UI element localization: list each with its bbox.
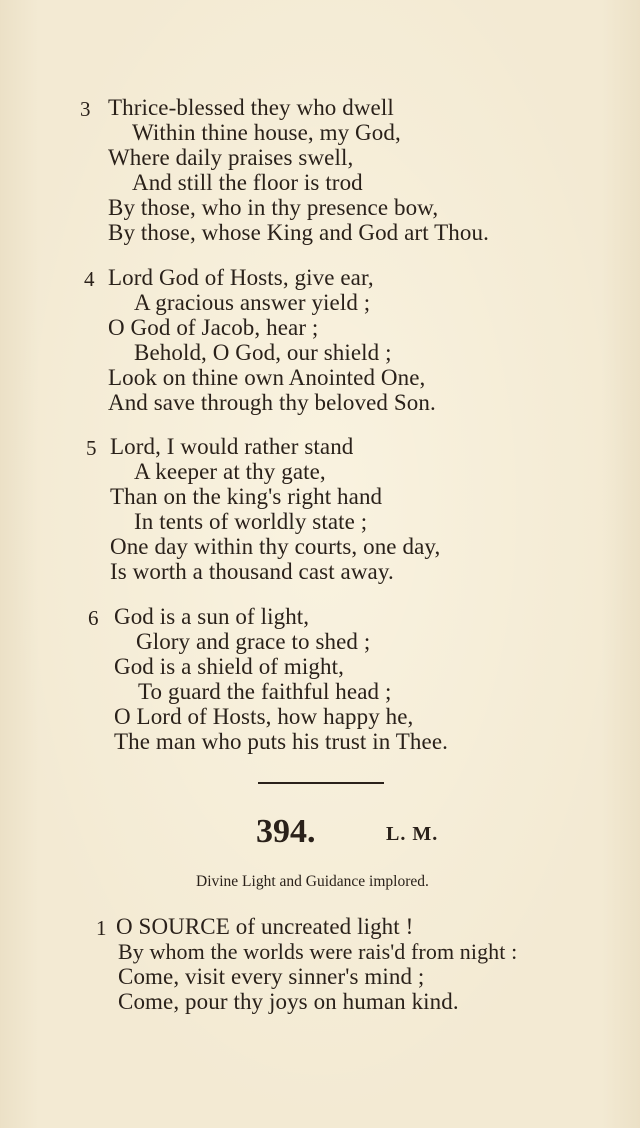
verse-line: God is a shield of might, xyxy=(114,654,344,679)
verse-line: A keeper at thy gate, xyxy=(134,459,326,484)
verse-line: Lord God of Hosts, give ear, xyxy=(108,265,374,290)
verse-line: In tents of worldly state ; xyxy=(134,509,368,534)
stanza-number: 1 xyxy=(96,916,107,940)
verse-line: O SOURCE of uncreated light ! xyxy=(116,914,414,939)
stanza-number: 5 xyxy=(86,436,97,460)
verse-line: Within thine house, my God, xyxy=(132,120,401,145)
verse-line: The man who puts his trust in Thee. xyxy=(114,729,448,754)
verse-line: To guard the faithful head ; xyxy=(138,679,392,704)
verse-line: Behold, O God, our shield ; xyxy=(134,340,392,365)
verse-line: Come, visit every sinner's mind ; xyxy=(118,964,425,989)
verse-line: By those, whose King and God art Thou. xyxy=(108,220,489,245)
verse-line: Look on thine own Anointed One, xyxy=(108,365,426,390)
verse-line: One day within thy courts, one day, xyxy=(110,534,441,559)
verse-line: Come, pour thy joys on human kind. xyxy=(118,989,459,1014)
verse-line: Lord, I would rather stand xyxy=(110,434,354,459)
stanza-number: 4 xyxy=(84,267,95,291)
verse-line: Than on the king's right hand xyxy=(110,484,383,509)
verse-line: God is a sun of light, xyxy=(114,604,310,629)
verse-line: Is worth a thousand cast away. xyxy=(110,559,394,584)
verse-line: Glory and grace to shed ; xyxy=(136,629,371,654)
verse-line: Where daily praises swell, xyxy=(108,145,354,170)
verse-line: O God of Jacob, hear ; xyxy=(108,315,319,340)
hymn-title: Divine Light and Guidance implored. xyxy=(196,873,429,890)
verse-line: And save through thy beloved Son. xyxy=(108,390,436,415)
verse-line: Thrice-blessed they who dwell xyxy=(108,95,394,120)
hymn-number: 394. xyxy=(256,813,316,850)
verse-line: And still the floor is trod xyxy=(132,170,363,195)
hymn-meter: L. M. xyxy=(386,823,439,845)
stanza-number: 6 xyxy=(88,606,99,630)
verse-line: O Lord of Hosts, how happy he, xyxy=(114,704,414,729)
verse-line: By whom the worlds were rais'd from night : xyxy=(118,939,518,964)
verse-line: By those, who in thy presence bow, xyxy=(108,195,439,220)
stanza-number: 3 xyxy=(80,97,91,121)
verse-line: A gracious answer yield ; xyxy=(134,290,371,315)
section-divider xyxy=(258,782,384,784)
